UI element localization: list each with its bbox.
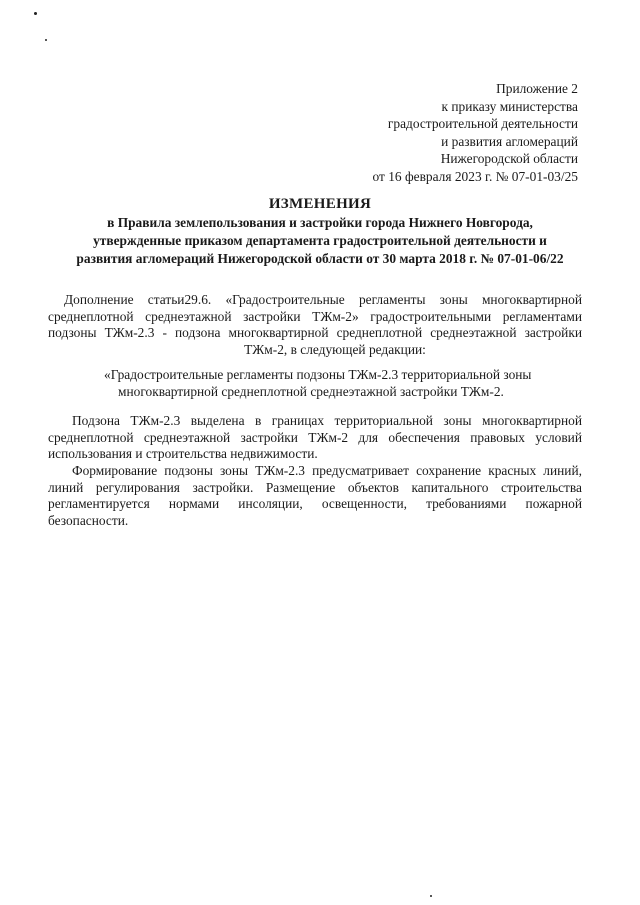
annex-line: Нижегородской области bbox=[440, 151, 578, 167]
intro-line: среднеплотной среднеэтажной застройки ТЖм-2» градостроительными регламентами bbox=[48, 308, 582, 324]
intro-line: ТЖм-2, в следующей редакции: bbox=[244, 341, 426, 357]
paragraph-line: безопасности. bbox=[48, 512, 129, 528]
annex-line: к приказу министерства bbox=[441, 98, 578, 114]
paragraph-formation bbox=[48, 463, 582, 529]
paragraph-line: линий регулирования застройки. Размещение объектов капитального строительства bbox=[48, 479, 582, 495]
paragraph-line: Формирование подзоны зоны ТЖм-2.3 предусматривает сохранение красных линий, bbox=[72, 463, 582, 478]
subtitle-line: утвержденные приказом департамента градостроительной деятельности и bbox=[93, 233, 547, 248]
paragraph-line: регламентируется нормами инсоляции, освещенности, требованиями пожарной bbox=[48, 496, 582, 512]
quote-line: многоквартирной среднеплотной среднеэтажной застройки ТЖм-2. bbox=[118, 384, 504, 400]
paragraph-subzone bbox=[48, 413, 582, 463]
intro-paragraph bbox=[48, 292, 582, 358]
annex-line: и развития агломераций bbox=[441, 133, 578, 149]
annex-line: от 16 февраля 2023 г. № 07-01-03/25 bbox=[372, 168, 578, 184]
paragraph-line: использования и строительства недвижимости. bbox=[48, 446, 318, 462]
annex-header bbox=[373, 80, 578, 186]
scan-speck bbox=[430, 895, 432, 897]
subtitle-line: развития агломераций Нижегородской области от 30 марта 2018 г. № 07-01-06/22 bbox=[76, 251, 564, 266]
document-title: ИЗМЕНЕНИЯ bbox=[268, 196, 372, 212]
subtitle-line: в Правила землепользования и застройки города Нижнего Новгорода, bbox=[107, 215, 533, 230]
annex-line: градостроительной деятельности bbox=[387, 116, 578, 132]
intro-line: Дополнение статьи29.6. «Градостроительные регламенты зоны многоквартирной bbox=[64, 292, 582, 307]
scan-speck bbox=[45, 39, 47, 41]
quoted-heading bbox=[104, 366, 584, 401]
document-subtitle bbox=[40, 214, 600, 268]
scan-speck bbox=[34, 12, 37, 15]
paragraph-line: среднеплотной среднеэтажной застройки ТЖм-2 для обеспечения правовых условий bbox=[48, 429, 582, 445]
annex-line: Приложение 2 bbox=[496, 81, 578, 96]
quote-line: «Градостроительные регламенты подзоны ТЖм-2.3 территориальной зоны bbox=[104, 367, 532, 382]
paragraph-line: Подзона ТЖм-2.3 выделена в границах территориальной зоны многоквартирной bbox=[72, 413, 582, 428]
intro-line: подзоны ТЖм-2.3 - подзона многоквартирной среднеплотной среднеэтажной застройки bbox=[48, 325, 582, 341]
